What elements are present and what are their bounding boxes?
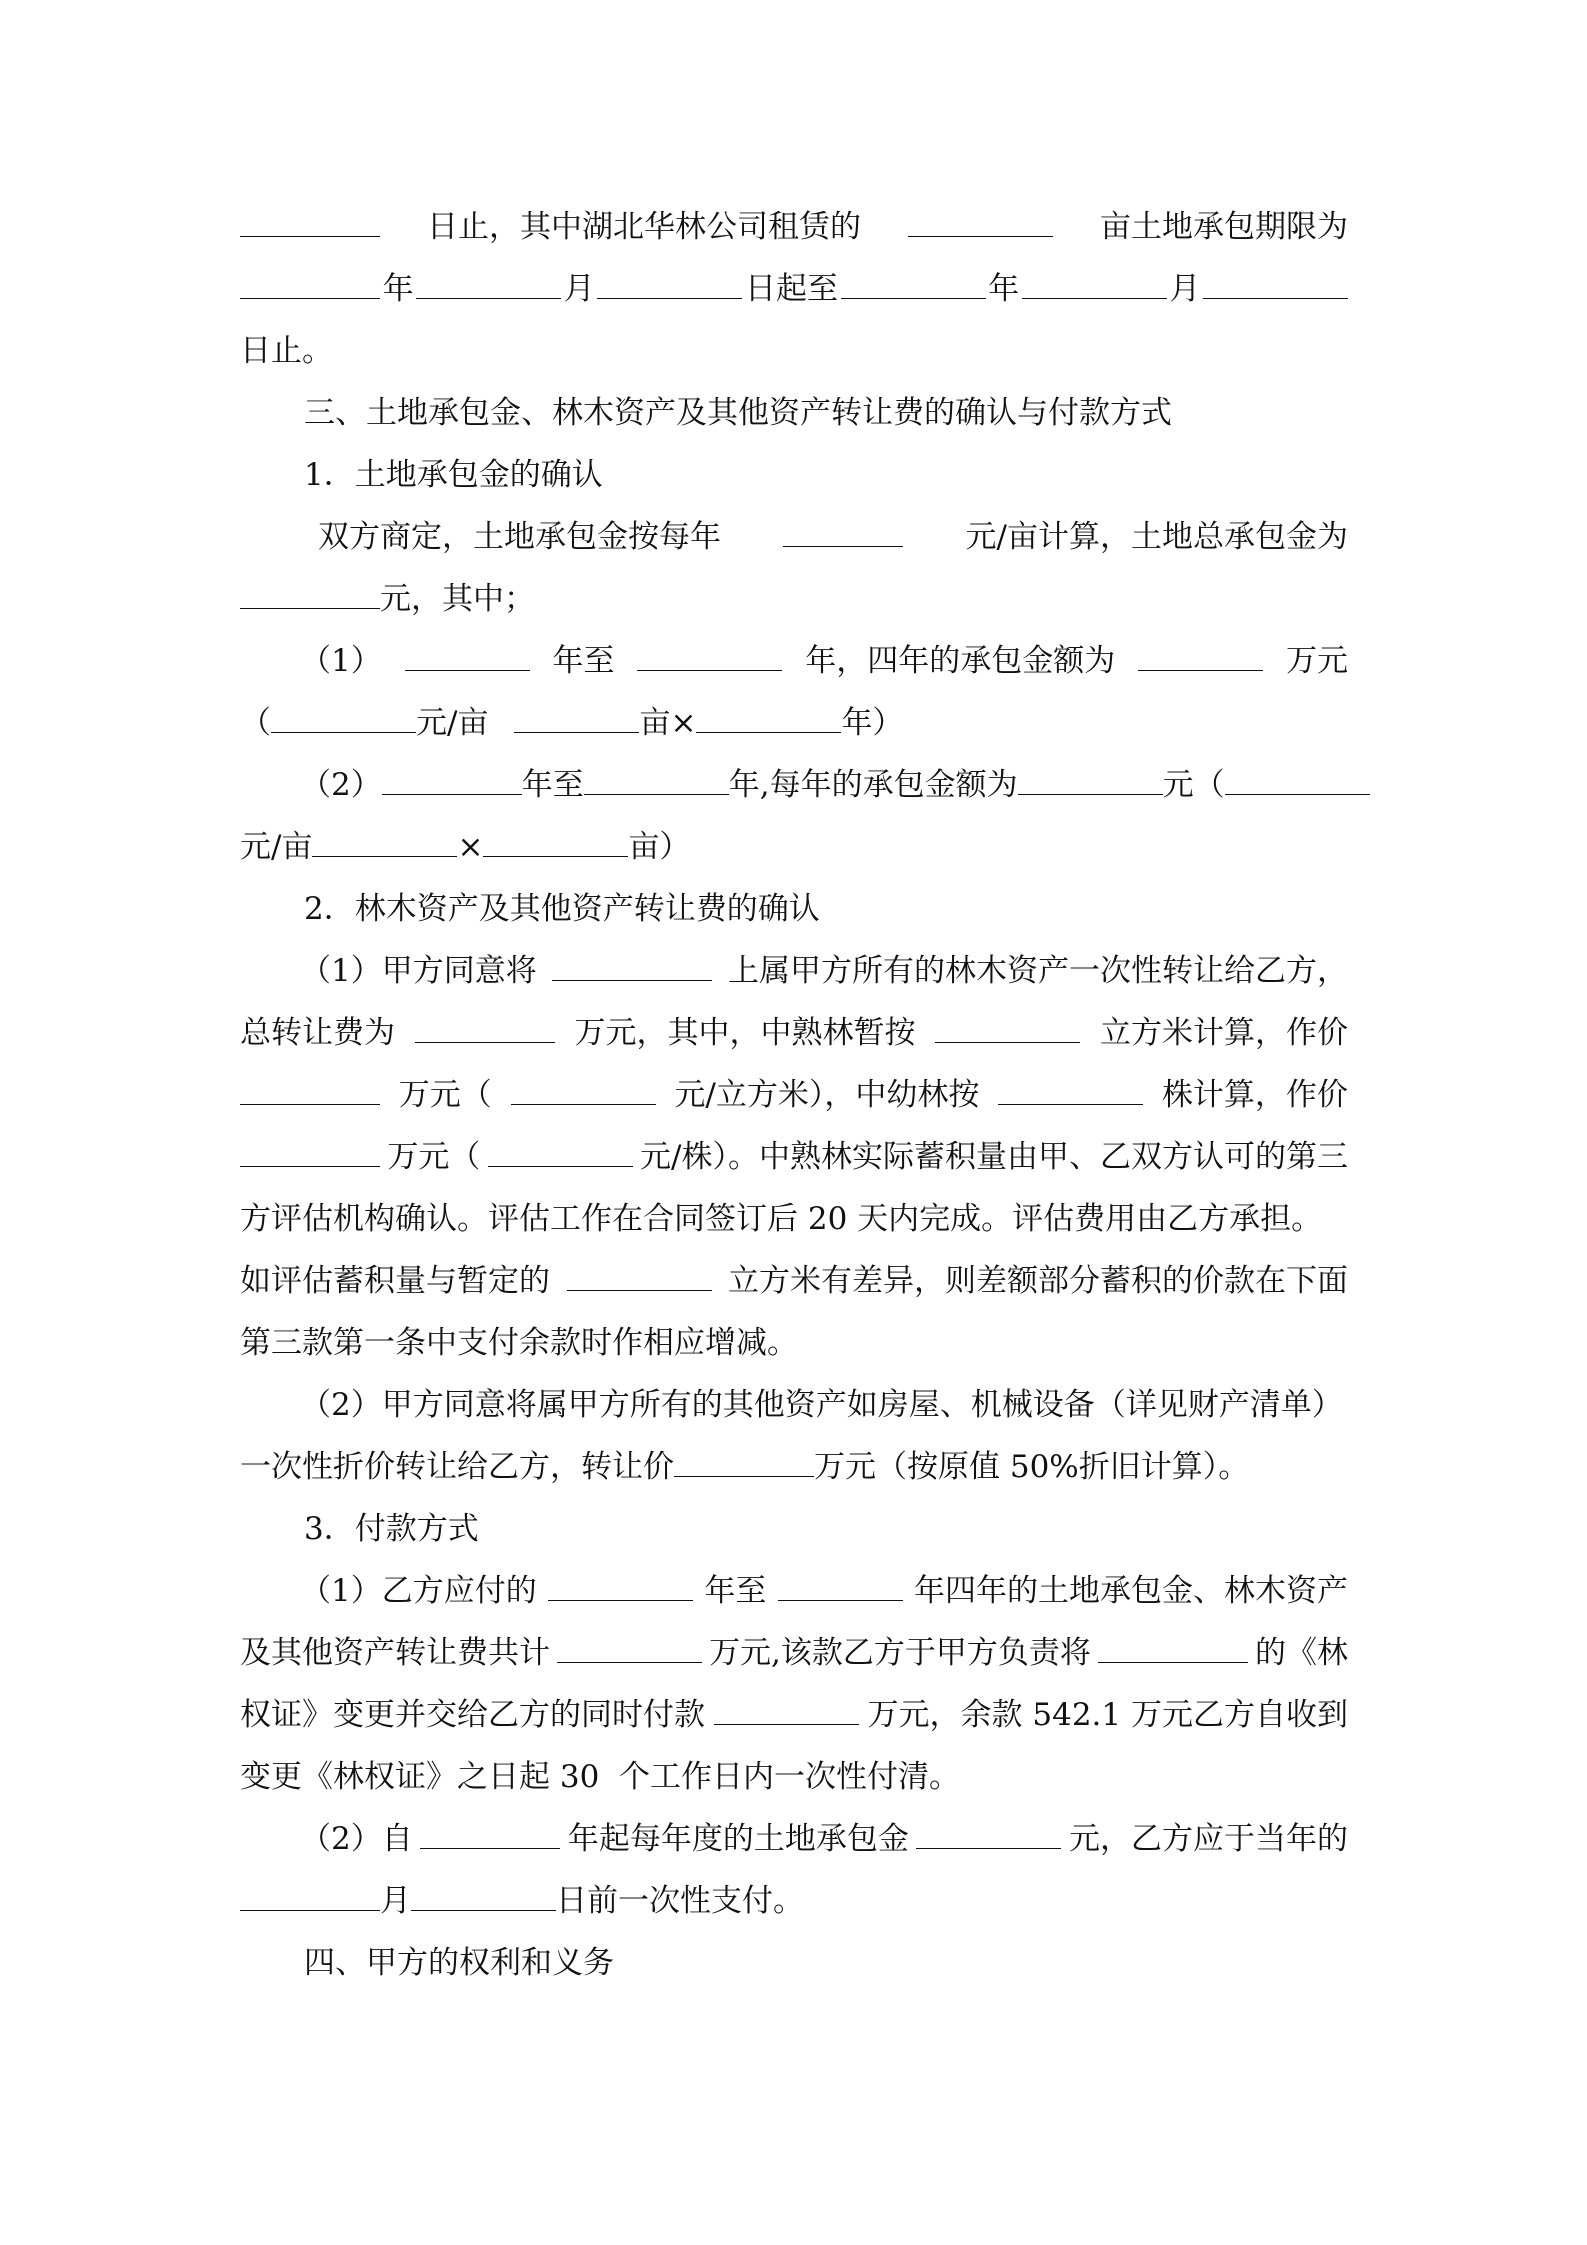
text-segment: 年至 (704, 1573, 767, 1609)
fill-blank[interactable] (240, 1880, 380, 1911)
text-segment: 年四年的土地承包金、林木资产 (913, 1573, 1348, 1609)
fill-blank[interactable] (240, 268, 380, 299)
text-segment: 变更《林权证》之日起 30 个工作日内一次性付清。 (240, 1759, 961, 1795)
text-line (240, 940, 1348, 1002)
fill-blank[interactable] (557, 1632, 702, 1663)
fill-blank[interactable] (312, 826, 457, 857)
text-line (240, 1808, 1348, 1870)
text-line (240, 1684, 1348, 1746)
text-line (240, 1126, 1348, 1188)
text-line (240, 1746, 1348, 1808)
fill-blank[interactable] (935, 1012, 1080, 1043)
text-segment: 3．付款方式 (304, 1511, 479, 1547)
text-segment: 元，乙方应于当年的 (1068, 1821, 1348, 1857)
text-segment: 元（ (1162, 767, 1225, 803)
document-page (240, 196, 1348, 1994)
text-segment: 日止，其中湖北华林公司租赁的 (427, 209, 861, 245)
text-segment: 日止。 (240, 333, 333, 369)
text-line (240, 816, 1348, 878)
text-line (240, 1622, 1348, 1684)
subsection-heading (240, 878, 1348, 940)
text-segment: 万元，余款 542.1 万元乙方自收到 (867, 1697, 1348, 1733)
fill-blank[interactable] (548, 1570, 693, 1601)
fill-blank[interactable] (841, 268, 986, 299)
fill-blank[interactable] (1225, 764, 1370, 795)
text-segment: 万元（按原值 50%折旧计算）。 (814, 1449, 1250, 1485)
text-line (240, 1560, 1348, 1622)
text-segment: （1）乙方应付的 (300, 1573, 537, 1609)
section-heading (240, 382, 1348, 444)
text-segment: 万元（ (398, 1077, 492, 1113)
text-segment: 一次性折价转让给乙方，转让价 (240, 1449, 674, 1485)
text-segment: 株计算，作价 (1161, 1077, 1348, 1113)
fill-blank[interactable] (597, 268, 742, 299)
text-segment: （2）自 (300, 1821, 413, 1857)
text-line (240, 1064, 1348, 1126)
text-line (240, 258, 1348, 320)
text-segment: 年至 (552, 643, 615, 679)
fill-blank[interactable] (240, 1074, 380, 1105)
text-segment: 总转让费为 (240, 1015, 395, 1051)
text-segment: 万元（ (387, 1139, 481, 1175)
text-segment: 元/亩 (416, 705, 489, 741)
fill-blank[interactable] (483, 826, 628, 857)
fill-blank[interactable] (1018, 764, 1163, 795)
text-line (240, 1436, 1348, 1498)
text-line (240, 506, 1348, 568)
fill-blank[interactable] (1138, 640, 1263, 671)
subsection-heading (240, 1498, 1348, 1560)
text-line (240, 1002, 1348, 1064)
text-line (240, 630, 1348, 692)
fill-blank[interactable] (382, 764, 522, 795)
text-segment: 亩土地承包期限为 (1100, 209, 1348, 245)
fill-blank[interactable] (778, 1570, 903, 1601)
fill-blank[interactable] (696, 702, 841, 733)
fill-blank[interactable] (514, 702, 639, 733)
text-line (240, 1312, 1348, 1374)
text-segment: 万元，其中，中熟林暂按 (574, 1015, 916, 1051)
text-segment: 三、土地承包金、林木资产及其他资产转让费的确认与付款方式 (304, 395, 1172, 431)
text-segment: （ (240, 705, 271, 741)
fill-blank[interactable] (674, 1446, 814, 1477)
fill-blank[interactable] (405, 640, 530, 671)
text-segment: 元/亩 (240, 829, 313, 865)
text-segment: 元/株）。中熟林实际蓄积量由甲、乙双方认可的第三 (640, 1139, 1348, 1175)
fill-blank[interactable] (411, 1880, 556, 1911)
text-segment: 1．土地承包金的确认 (304, 457, 603, 493)
text-segment: 日前一次性支付。 (556, 1883, 804, 1919)
fill-blank[interactable] (488, 1136, 633, 1167)
text-segment: 万元,该款乙方于甲方负责将 (709, 1635, 1091, 1671)
text-segment: （2）甲方同意将属甲方所有的其他资产如房屋、机械设备（详见财产清单） (300, 1387, 1343, 1423)
text-segment: 元/立方米），中幼林按 (674, 1077, 980, 1113)
subsection-heading (240, 444, 1348, 506)
text-segment: 万元 (1285, 643, 1348, 679)
text-segment: 及其他资产转让费共计 (240, 1635, 550, 1671)
text-segment: 年起每年度的土地承包金 (567, 1821, 909, 1857)
text-segment: （1） (300, 643, 382, 679)
text-segment: （1）甲方同意将 (300, 953, 537, 989)
text-line (240, 754, 1348, 816)
fill-blank[interactable] (416, 268, 561, 299)
text-segment: 日起至 (744, 271, 838, 307)
text-segment: 如评估蓄积量与暂定的 (240, 1263, 550, 1299)
fill-blank[interactable] (511, 1074, 656, 1105)
text-line (240, 1374, 1348, 1436)
text-segment: 亩） (628, 829, 691, 865)
text-segment: 年 (988, 271, 1020, 307)
fill-blank[interactable] (783, 516, 903, 547)
text-segment: 元，其中； (380, 581, 535, 617)
text-segment: （2） (300, 767, 382, 803)
fill-blank[interactable] (240, 578, 380, 609)
fill-blank[interactable] (240, 1136, 380, 1167)
fill-blank[interactable] (637, 640, 782, 671)
text-segment: 年） (841, 705, 904, 741)
text-segment: 立方米计算，作价 (1100, 1015, 1348, 1051)
fill-blank[interactable] (714, 1694, 859, 1725)
text-segment: 年至 (521, 767, 584, 803)
text-segment: 年，四年的承包金额为 (805, 643, 1116, 679)
text-segment: 权证》变更并交给乙方的同时付款 (240, 1697, 705, 1733)
text-line (240, 320, 1348, 382)
text-segment: 亩× (639, 705, 697, 741)
text-segment: 年 (382, 271, 414, 307)
text-segment: 月 (380, 1883, 411, 1919)
text-segment: 月 (1169, 271, 1201, 307)
fill-blank[interactable] (415, 1012, 555, 1043)
fill-blank[interactable] (908, 206, 1053, 237)
text-line (240, 1870, 1348, 1932)
fill-blank[interactable] (552, 950, 712, 981)
fill-blank[interactable] (916, 1818, 1061, 1849)
text-line (240, 1250, 1348, 1312)
text-segment: 双方商定，土地承包金按每年 (318, 519, 721, 555)
text-line (240, 1188, 1348, 1250)
text-segment: × (457, 829, 484, 865)
text-segment: 立方米有差异，则差额部分蓄积的价款在下面 (728, 1263, 1348, 1299)
text-segment: 四、甲方的权利和义务 (304, 1945, 614, 1981)
fill-blank[interactable] (420, 1818, 560, 1849)
fill-blank[interactable] (998, 1074, 1143, 1105)
text-segment: 的《林 (1254, 1635, 1348, 1671)
text-segment: 方评估机构确认。评估工作在合同签订后 20 天内完成。评估费用由乙方承担。 (240, 1201, 1323, 1237)
text-line (240, 196, 1348, 258)
text-line (240, 568, 1348, 630)
fill-blank[interactable] (1098, 1632, 1248, 1663)
section-heading (240, 1932, 1348, 1994)
fill-blank[interactable] (271, 702, 416, 733)
fill-blank[interactable] (584, 764, 729, 795)
fill-blank[interactable] (567, 1260, 712, 1291)
fill-blank[interactable] (240, 206, 380, 237)
text-segment: 2．林木资产及其他资产转让费的确认 (304, 891, 820, 927)
fill-blank[interactable] (1203, 268, 1348, 299)
text-segment: 第三款第一条中支付余款时作相应增减。 (240, 1325, 798, 1361)
text-segment: 元/亩计算，土地总承包金为 (965, 519, 1348, 555)
text-segment: 上属甲方所有的林木资产一次性转让给乙方， (727, 953, 1348, 989)
text-line (240, 692, 1348, 754)
fill-blank[interactable] (1022, 268, 1167, 299)
text-segment: 年,每年的承包金额为 (728, 767, 1018, 803)
text-segment: 月 (563, 271, 595, 307)
